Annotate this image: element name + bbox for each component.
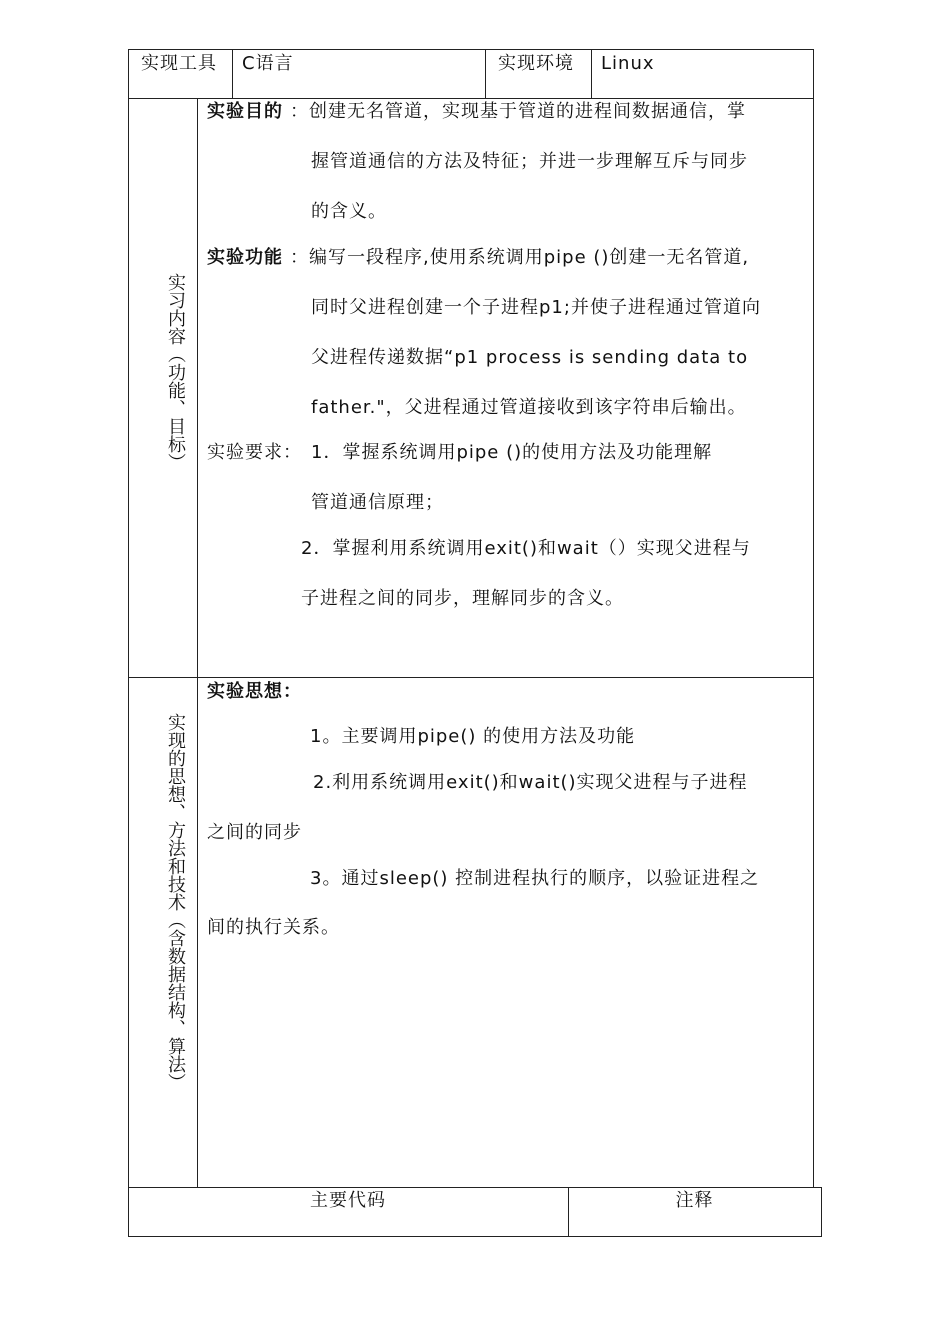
requirement-line-1: 1．掌握系统调用pipe ()的使用方法及功能理解: [311, 442, 713, 463]
requirement-line-3: 2．掌握利用系统调用exit()和wait（）实现父进程与: [301, 538, 751, 559]
env-label: 实现环境: [498, 53, 574, 74]
note-column-header: 注释: [675, 1190, 714, 1211]
requirement-line-2: 管道通信原理；: [311, 492, 444, 513]
header-divider-3: [591, 49, 592, 99]
footer-right-border: [821, 1187, 822, 1237]
purpose-label: 实验目的: [207, 101, 283, 122]
function-label: 实验功能: [207, 247, 283, 268]
method-heading: 实验思想：: [207, 681, 302, 702]
method-line-4: 3。通过sleep() 控制进程执行的顺序，以验证进程之: [310, 868, 760, 889]
requirements-label: 实验要求：: [207, 442, 302, 463]
content-side-label: 实习内容（功能、目标）: [165, 273, 186, 471]
purpose-line-3: 的含义。: [311, 201, 387, 222]
function-line-2: 同时父进程创建一个子进程p1;并使子进程通过管道向: [311, 297, 761, 318]
table-top-border: [128, 49, 813, 50]
method-line-5: 间的执行关系。: [207, 917, 340, 938]
method-line-1: 1。主要调用pipe() 的使用方法及功能: [310, 726, 636, 747]
table-right-border: [813, 49, 814, 1188]
header-divider-2: [485, 49, 486, 99]
side-column-divider: [197, 98, 198, 1188]
tool-value: C语言: [242, 53, 294, 74]
method-line-3: 之间的同步: [207, 822, 302, 843]
function-line-4: father."，父进程通过管道接收到该字符串后输出。: [311, 397, 747, 418]
purpose-line-1: ：创建无名管道，实现基于管道的进程间数据通信，掌: [290, 101, 746, 122]
purpose-line-2: 握管道通信的方法及特征；并进一步理解互斥与同步: [311, 151, 748, 172]
method-line-2: 2.利用系统调用exit()和wait()实现父进程与子进程: [313, 772, 748, 793]
tool-label: 实现工具: [141, 53, 217, 74]
code-column-header: 主要代码: [310, 1190, 386, 1211]
header-bottom-border: [128, 98, 813, 99]
requirement-line-4: 子进程之间的同步，理解同步的含义。: [301, 588, 624, 609]
method-side-label: 实现的思想、方法和技术（含数据结构、算法）: [165, 713, 186, 1091]
env-value: Linux: [601, 53, 655, 74]
table-bottom-border: [128, 1236, 822, 1237]
table-left-border: [128, 49, 129, 1237]
section-divider: [128, 677, 813, 678]
function-line-3: 父进程传递数据“p1 process is sending data to: [311, 347, 749, 368]
function-line-1: ：编写一段程序,使用系统调用pipe ()创建一无名管道,: [290, 247, 750, 268]
header-divider-1: [232, 49, 233, 99]
method-bottom-border: [128, 1187, 822, 1188]
